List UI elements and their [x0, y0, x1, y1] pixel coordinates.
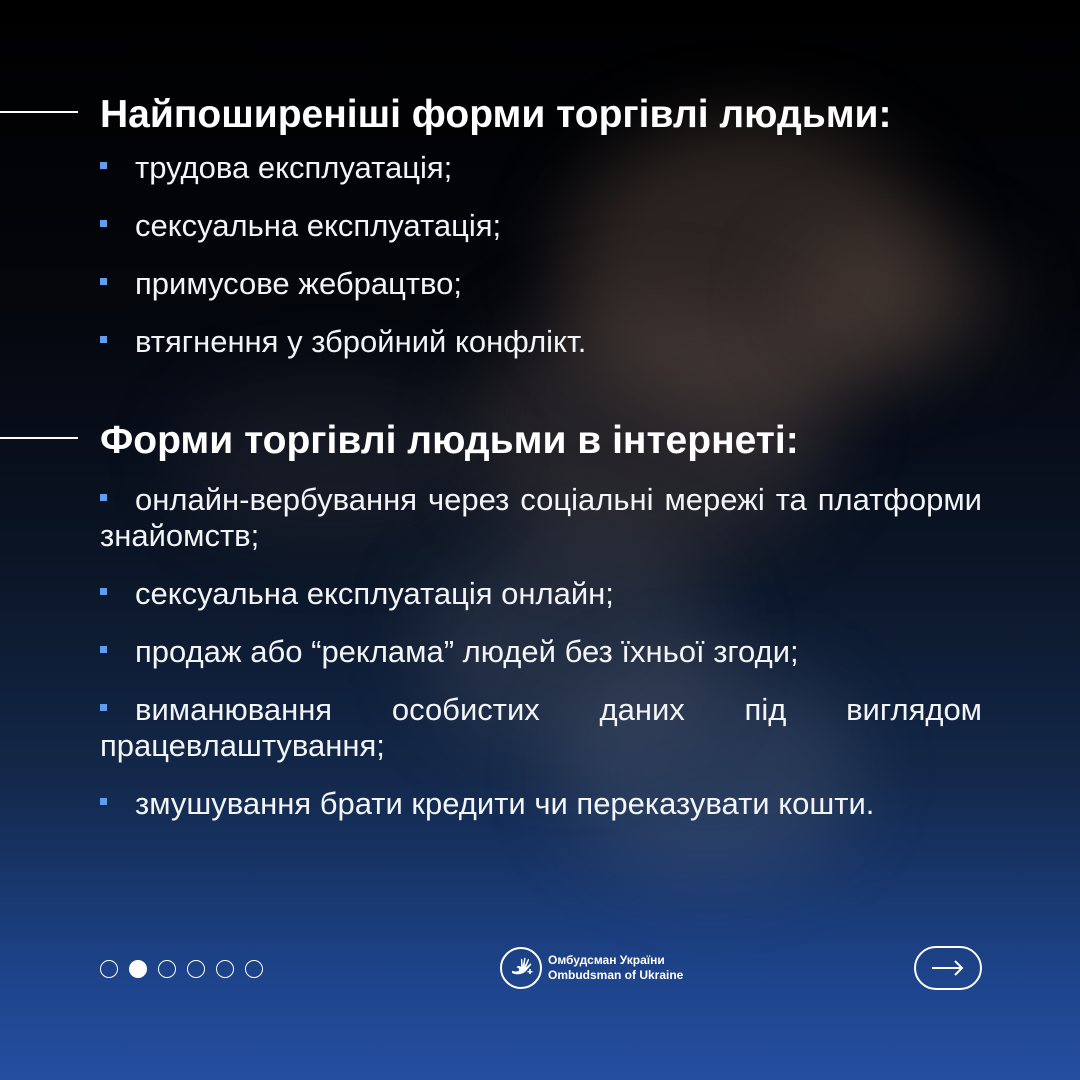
list-item-text: трудова експлуатація; — [135, 150, 453, 185]
list-item — [100, 576, 982, 612]
next-button[interactable] — [914, 946, 982, 990]
list-item-text: продаж або “реклама” людей без їхньої згоди; — [135, 634, 799, 669]
pagination-dot[interactable] — [245, 960, 263, 978]
footer — [0, 945, 1080, 995]
list-item-text: онлайн-вербування через соціальні мережі та платформи знайомств; — [100, 482, 982, 553]
pagination-dot[interactable] — [158, 960, 176, 978]
forms-list — [100, 150, 982, 360]
pagination-dot-active[interactable] — [129, 960, 147, 978]
logo-line-ukrainian: Омбудсман України — [548, 953, 665, 967]
logo-line-english: Ombudsman of Ukraine — [548, 968, 684, 982]
arrow-right-icon — [930, 960, 966, 976]
list-item — [100, 482, 982, 554]
list-item-text: втягнення у збройний конфлікт. — [135, 324, 587, 359]
pagination-dot[interactable] — [187, 960, 205, 978]
square-bullet-icon — [100, 494, 107, 501]
list-item — [100, 324, 982, 360]
square-bullet-icon — [100, 646, 107, 653]
section-heading: Найпоширеніші форми торгівлі людьми: — [100, 93, 892, 136]
hand-logo-icon — [500, 947, 542, 989]
list-item-text: сексуальна експлуатація онлайн; — [135, 576, 614, 611]
list-item-text: примусове жебрацтво; — [135, 266, 463, 301]
square-bullet-icon — [100, 162, 107, 169]
pagination-dot[interactable] — [100, 960, 118, 978]
decorative-rule — [0, 111, 78, 113]
square-bullet-icon — [100, 220, 107, 227]
list-item — [100, 150, 982, 186]
logo-text — [548, 953, 683, 983]
common-forms-section — [100, 88, 982, 360]
square-bullet-icon — [100, 704, 107, 711]
square-bullet-icon — [100, 798, 107, 805]
decorative-rule — [0, 437, 78, 439]
ombudsman-logo — [500, 945, 683, 991]
list-item — [100, 634, 982, 670]
forms-list — [100, 482, 982, 822]
list-item — [100, 266, 982, 302]
list-item-text: сексуальна експлуатація; — [135, 208, 502, 243]
section-heading: Форми торгівлі людьми в інтернеті: — [100, 419, 799, 462]
list-item — [100, 786, 982, 822]
pagination-dots — [100, 960, 263, 978]
square-bullet-icon — [100, 336, 107, 343]
square-bullet-icon — [100, 588, 107, 595]
list-item-text: змушування брати кредити чи переказувати кошти. — [135, 786, 875, 821]
pagination-dot[interactable] — [216, 960, 234, 978]
list-item — [100, 692, 982, 764]
list-item — [100, 208, 982, 244]
list-item-text: виманювання особистих даних під виглядом працевлаштування; — [100, 692, 982, 763]
square-bullet-icon — [100, 278, 107, 285]
online-forms-section — [100, 414, 982, 822]
